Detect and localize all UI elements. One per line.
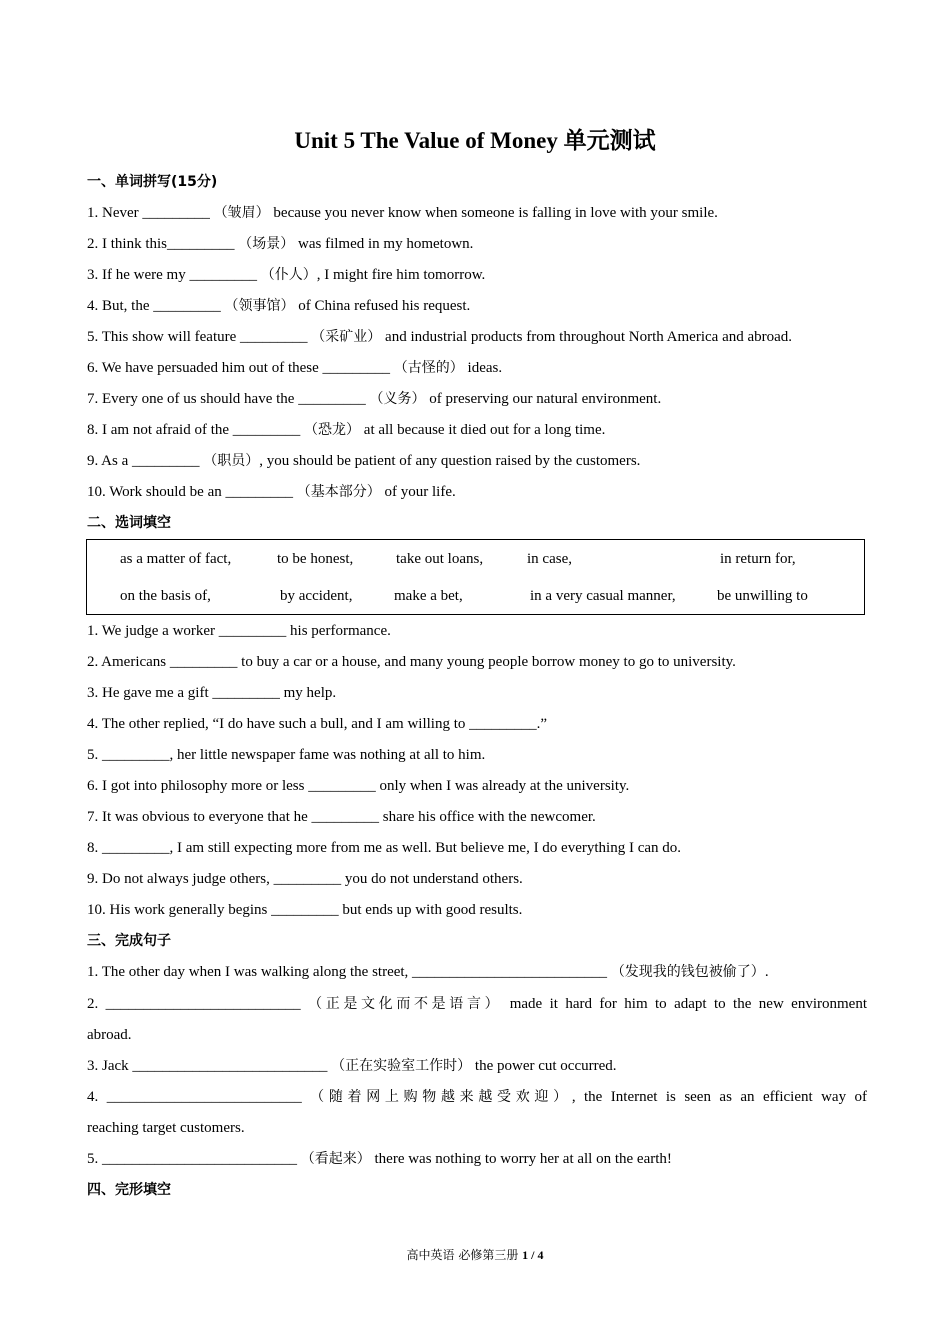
page-number: 1 / 4 <box>522 1248 544 1262</box>
word-choice-question: 9. Do not always judge others, _________ you do not understand others. <box>87 871 523 887</box>
footer-text: 高中英语 必修第三册 <box>406 1248 523 1262</box>
word-choice-question: 10. His work generally begins _________ but ends up with good results. <box>87 902 523 918</box>
word-choice-question: 5. _________, her little newspaper fame was nothing at all to him. <box>87 747 486 763</box>
spelling-question: 10. Work should be an _________ （基本部分） of your life. <box>87 484 456 500</box>
word-bank-item: to be honest, <box>277 551 354 567</box>
word-choice-question: 2. Americans _________ to buy a car or a house, and many young people borrow money to go to university. <box>87 654 736 670</box>
spelling-question: 7. Every one of us should have the _________ （义务） of preserving our natural environment. <box>87 391 662 407</box>
sentence-question-continued: reaching target customers. <box>87 1120 245 1136</box>
word-bank-item: take out loans, <box>396 551 484 567</box>
spelling-question: 3. If he were my _________ （仆人）, I might fire him tomorrow. <box>87 267 486 283</box>
page-title: Unit 5 The Value of Money 单元测试 <box>294 128 656 153</box>
word-bank-item: in return for, <box>720 551 796 567</box>
sentence-question: 4. __________________________ （随着网上购物越来越受欢迎）, the Internet is seen as an efficient way of <box>87 1089 868 1105</box>
sentence-question: 1. The other day when I was walking along the street, __________________________ （发现我的钱包被偷了）. <box>87 964 769 980</box>
spelling-question: 1. Never _________ （皱眉） because you never know when someone is falling in love with your smile. <box>87 205 718 221</box>
section-heading-spelling: 一、单词拼写(15分) <box>87 174 218 190</box>
spelling-question: 5. This show will feature _________ （采矿业） and industrial products from throughout North America and abroad. <box>87 329 793 345</box>
word-bank-item: in a very casual manner, <box>530 588 676 604</box>
sentence-question: 5. __________________________ （看起来） there was nothing to worry her at all on the earth! <box>87 1151 672 1167</box>
section-heading-complete-sentences: 三、完成句子 <box>87 933 171 949</box>
word-bank-item: in case, <box>527 551 572 567</box>
word-choice-question: 7. It was obvious to everyone that he _________ share his office with the newcomer. <box>87 809 596 825</box>
word-choice-question: 3. He gave me a gift _________ my help. <box>87 685 337 701</box>
sentence-question: 2. __________________________ （正是文化而不是语言） made it hard for him to adapt to the new environment <box>87 996 867 1012</box>
spelling-question: 9. As a _________ （职员）, you should be patient of any question raised by the customers. <box>87 453 641 469</box>
sentence-question-continued: abroad. <box>87 1027 132 1043</box>
word-bank-item: by accident, <box>280 588 353 604</box>
spelling-question: 4. But, the _________ （领事馆） of China refused his request. <box>87 298 471 314</box>
word-choice-question: 4. The other replied, “I do have such a bull, and I am willing to _________.” <box>87 716 548 732</box>
section-heading-cloze: 四、完形填空 <box>87 1182 171 1198</box>
word-bank-item: make a bet, <box>394 588 463 604</box>
word-bank-box <box>86 539 865 615</box>
word-choice-question: 8. _________, I am still expecting more from me as well. But believe me, I do everything I can do. <box>87 840 682 856</box>
spelling-question: 8. I am not afraid of the _________ （恐龙） at all because it died out for a long time. <box>87 422 606 438</box>
word-choice-question: 1. We judge a worker _________ his performance. <box>87 623 391 639</box>
page-footer <box>0 1246 950 1264</box>
spelling-question: 6. We have persuaded him out of these _________ （古怪的） ideas. <box>87 360 503 376</box>
word-bank-item: as a matter of fact, <box>120 551 232 567</box>
word-bank-item: on the basis of, <box>120 588 211 604</box>
sentence-question: 3. Jack __________________________ （正在实验室工作时） the power cut occurred. <box>87 1058 617 1074</box>
spelling-question: 2. I think this_________ （场景） was filmed in my hometown. <box>87 236 474 252</box>
section-heading-word-choice: 二、选词填空 <box>87 515 171 531</box>
word-choice-question: 6. I got into philosophy more or less _________ only when I was already at the university. <box>87 778 630 794</box>
word-bank-item: be unwilling to <box>717 588 808 604</box>
